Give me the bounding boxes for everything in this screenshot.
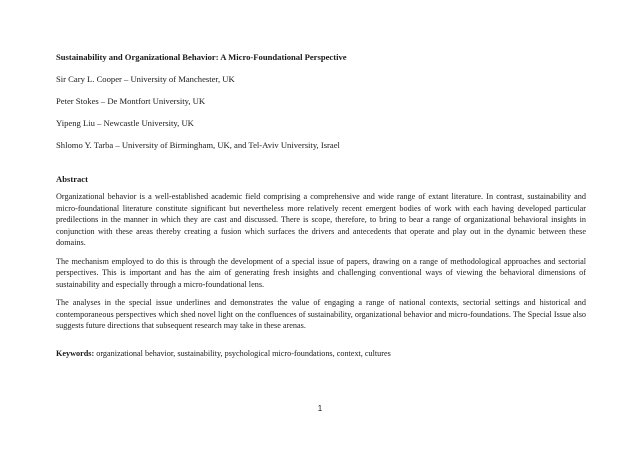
- author-line: Shlomo Y. Tarba – University of Birmingham, UK, and Tel-Aviv University, Israel: [56, 140, 340, 150]
- paper-title: Sustainability and Organizational Behavior: A Micro-Foundational Perspective: [56, 52, 347, 62]
- keywords-text: organizational behavior, sustainability, psychological micro-foundations, context, cultures: [94, 348, 391, 358]
- author-line: Peter Stokes – De Montfort University, UK: [56, 96, 206, 106]
- page-number: 1: [317, 404, 323, 413]
- abstract-paragraph: The mechanism employed to do this is through the development of a special issue of papers, drawing on a range of methodological approaches and sectorial perspectives. This is important and has the aim of generating fresh insights and challenging conventional ways of viewing the behavioral dimensions of sustainability and especially through a micro-foundational lens.: [56, 256, 586, 289]
- author-line: Yipeng Liu – Newcastle University, UK: [56, 118, 194, 128]
- section-spacer: [56, 162, 586, 174]
- document-page: [56, 52, 586, 359]
- abstract-paragraph: The analyses in the special issue underlines and demonstrates the value of engaging a range of national contexts, sectorial settings and historical and contemporaneous perspectives which shed novel light on the confluences of sustainability, organizational behavior and micro-foundations. The Special Issue also suggests future directions that subsequent research may take in these arenas.: [56, 298, 586, 330]
- author-line: Sir Cary L. Cooper – University of Manchester, UK: [56, 74, 235, 84]
- abstract-paragraph: Organizational behavior is a well-established academic field comprising a comprehensive and wide range of extant literature. In contrast, sustainability and micro-foundational literature constitute significant but nevertheless more relatively recent emergent bodies of work with each having developed particular predilections in the manner in which they are cast and discussed. There is scope, therefore, to bring to bear a range of organizational behavioral insights in conjunction with these areas thereby creating a fusion which surfaces the drivers and antecedents that operate and play out in the dynamic between these domains.: [56, 192, 586, 247]
- abstract-heading: Abstract: [56, 174, 88, 184]
- keywords-line: [56, 348, 586, 359]
- keywords-label: Keywords:: [56, 348, 95, 358]
